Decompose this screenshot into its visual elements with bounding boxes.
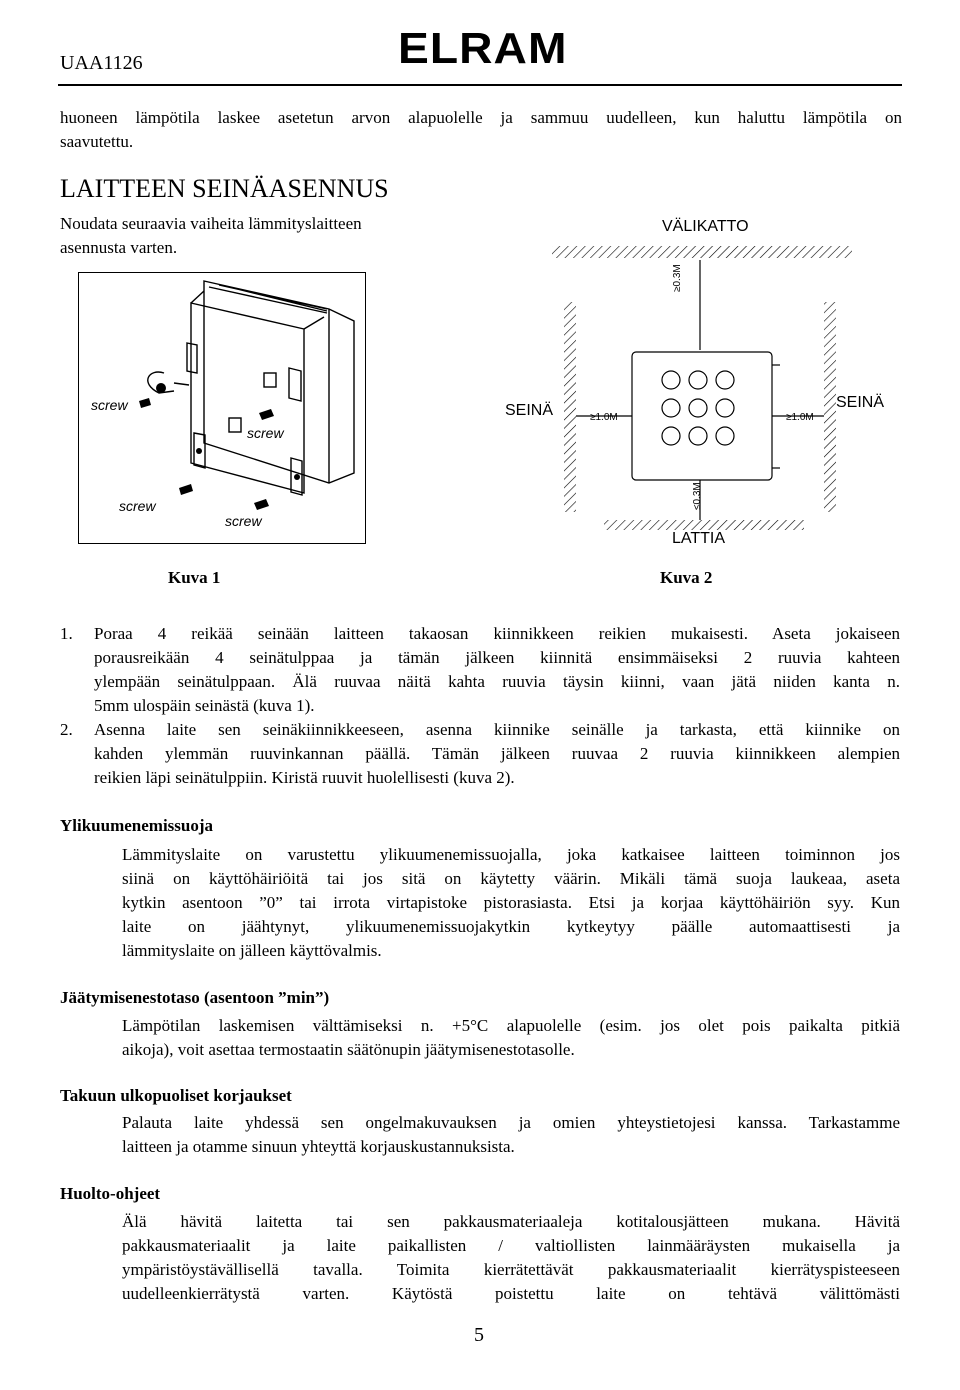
warranty-line-1: Palauta laite yhdessä sen ongelmakuvauksen ja omien yhteystietojesi kanssa. Tarkastamme <box>122 1113 900 1132</box>
section-intro-line-1: Noudata seuraavia vaiheita lämmityslaitteen <box>60 214 362 233</box>
overheat-line-4: laite on jäähtynyt, ylikuumenemissuojakytkin kytkeytyy päälle automaattisesti ja <box>122 917 900 936</box>
step-1-line-3: ylempään seinätulppaan. Älä ruuvaa näitä kahta ruuvia täysin kiinni, vaan jätä niiden kanta n. <box>94 672 900 691</box>
ceiling-label: VÄLIKATTO <box>662 218 749 235</box>
maintenance-line-2: pakkausmateriaalit ja laite paikallisten / valtiollisten lainmääräysten mukaisella ja <box>122 1236 900 1255</box>
floor-hatch <box>604 520 804 530</box>
maintenance-line-4: uudelleenkierrätystä varten. Käytöstä poistettu laite on tehtävä välittömästi <box>122 1284 900 1303</box>
maintenance-line-1: Älä hävitä laitetta tai sen pakkausmateriaaleja kotitalousjätteen mukana. Hävitä <box>122 1212 900 1231</box>
screw-label-2: screw <box>247 425 284 441</box>
figure-1-caption: Kuva 1 <box>168 568 221 587</box>
step-1-number: 1. <box>60 624 73 643</box>
frost-protection-heading: Jäätymisenestotaso (asentoon ”min”) <box>60 988 330 1007</box>
section-title: LAITTEEN SEINÄASENNUS <box>60 174 389 203</box>
elram-logo: ELRAM <box>398 24 568 73</box>
step-2-line-1: Asenna laite sen seinäkiinnikkeeseen, asenna kiinnike seinälle ja tarkasta, että kiinnike on <box>94 720 900 739</box>
warranty-line-2: laitteen ja otamme sinuun yhteyttä korjauskustannuksista. <box>122 1137 515 1156</box>
top-clearance-label: ≥0.3M <box>672 264 683 292</box>
left-clearance-label: ≥1.0M <box>590 412 618 423</box>
screw-label-1: screw <box>91 397 128 413</box>
step-1-line-4: 5mm ulospäin seinästä (kuva 1). <box>94 696 315 715</box>
overheat-line-3: kytkin asentoon ”0” tai irrota virtapistoke pistorasiasta. Etsi ja korjaa käyttöhäiriön syy. Kun <box>122 893 900 912</box>
maintenance-heading: Huolto-ohjeet <box>60 1184 161 1203</box>
step-2-number: 2. <box>60 720 73 739</box>
right-wall-hatch <box>824 302 836 512</box>
page-number: 5 <box>474 1324 484 1346</box>
overheat-line-5: lämmityslaite on jälleen käyttövalmis. <box>122 941 382 960</box>
step-2-line-2: kahden ylemmän ruuvinkannan päällä. Tämän jälkeen ruuvaa 2 ruuvia kiinnikkeen alempien <box>94 744 900 763</box>
left-wall-hatch <box>564 302 576 512</box>
figure-2-caption: Kuva 2 <box>660 568 713 587</box>
frost-line-1: Lämpötilan laskemisen välttämiseksi n. +5°C alapuolelle (esim. jos olet pois paikalta pitkiä <box>122 1016 900 1035</box>
step-2-line-3: reikien läpi seinätulppiin. Kiristä ruuvit huolellisesti (kuva 2). <box>94 768 515 787</box>
floor-label: LATTIA <box>672 530 726 547</box>
overheat-protection-heading: Ylikuumenemissuoja <box>60 816 214 835</box>
overheat-line-1: Lämmityslaite on varustettu ylikuumenemissuojalla, joka katkaisee laitteen toiminnon jos <box>122 845 900 864</box>
step-1-line-2: porausreikään 4 seinätulppaa ja tämän jälkeen kiinnitä ensimmäiseksi 2 ruuvia kahteen <box>94 648 900 667</box>
bottom-clearance-label: ≤0.3M <box>692 482 703 510</box>
screw-label-3: screw <box>119 498 156 514</box>
header-divider <box>58 84 902 86</box>
right-wall-label: SEINÄ <box>836 394 885 411</box>
step-1-line-1: Poraa 4 reikää seinään laitteen takaosan kiinnikkeen reikien mukaisesti. Aseta jokaiseen <box>94 624 900 643</box>
intro-line-2: saavutettu. <box>60 132 134 151</box>
overheat-line-2: siinä on käyttöhäiriöitä tai jos sitä on käytetty väärin. Mikäli tämä suoja laukeaa, aseta <box>122 869 900 888</box>
right-clearance-label: ≥1.0M <box>786 412 814 423</box>
warranty-repairs-heading: Takuun ulkopuoliset korjaukset <box>60 1086 292 1105</box>
figure-1-frame <box>78 272 366 544</box>
document-code: UAA1126 <box>60 52 143 74</box>
frost-line-2: aikoja), voit asettaa termostaatin säätönupin jäätymisenestotasolle. <box>122 1040 575 1059</box>
left-wall-label: SEINÄ <box>505 402 554 419</box>
intro-line-1: huoneen lämpötila laskee asetetun arvon alapuolelle ja sammuu uudelleen, kun haluttu lämpötila on <box>60 108 902 127</box>
screw-label-4: screw <box>225 513 262 529</box>
ceiling-hatch <box>552 246 852 258</box>
maintenance-line-3: ympäristöystävällisellä tavalla. Toimita kierrätettävät pakkausmateriaalit kierrätyspisteeseen <box>122 1260 900 1279</box>
section-intro-line-2: asennusta varten. <box>60 238 178 257</box>
